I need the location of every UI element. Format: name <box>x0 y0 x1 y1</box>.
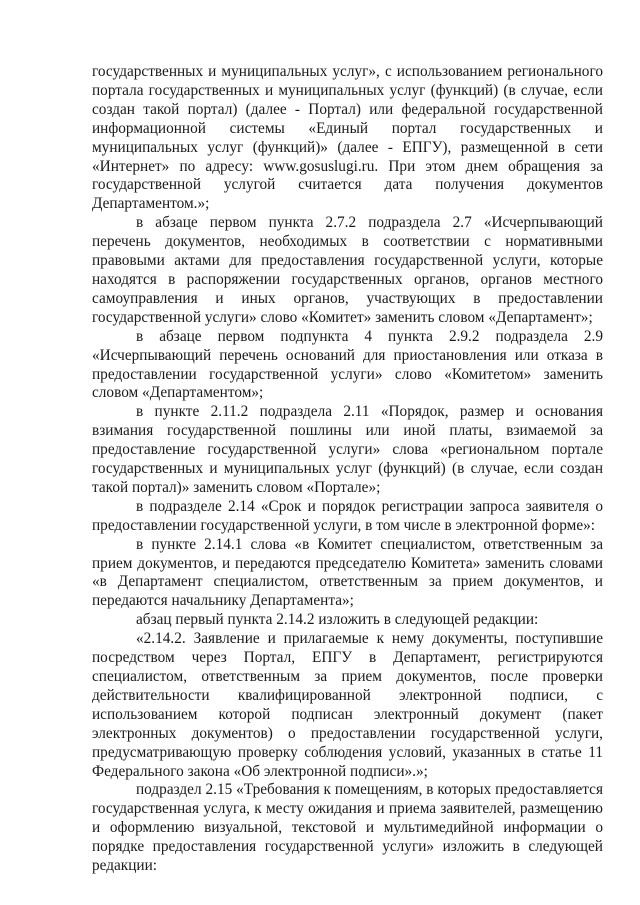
paragraph-item-2-14-1: в пункте 2.14.1 слова «в Комитет специалистом, ответственным за прием документов, и передаются председателю Комитета» заменить словами «в Департамент специалистом, ответственным за прием документов, и передаются начальнику Департамента»; <box>92 535 603 610</box>
document-body <box>92 63 603 876</box>
paragraph-item-2-7-2: в абзаце первом пункта 2.7.2 подраздела 2.7 «Исчерпывающий перечень документов, необходимых в соответствии с нормативными правовыми актами для предоставления государственной услуги, которые находятся в распоряжении государственных органов, органов местного самоуправления и иных органов, участвующих в предоставлении государственной услуги» слово «Комитет» заменить словом «Департамент»; <box>92 214 603 326</box>
paragraph-item-2-9-2: в абзаце первом подпункта 4 пункта 2.9.2 подраздела 2.9 «Исчерпывающий перечень оснований для приостановления или отказа в предоставлении государственной услуги» слово «Комитетом» заменить словом «Департаментом»; <box>92 327 603 402</box>
paragraph-subsection-2-15: подраздел 2.15 «Требования к помещениям, в которых предоставляется государственная услуга, к месту ожидания и приема заявителей, размещению и оформлению визуальной, текстовой и мультимедийной информации о порядке предоставления государственной услуги» изложить в следующей редакции: <box>92 781 603 875</box>
paragraph-subsection-2-14: в подразделе 2.14 «Срок и порядок регистрации запроса заявителя о предоставлении государственной услуги, в том числе в электронной форме»: <box>92 497 603 534</box>
paragraph-item-2-14-2-text: «2.14.2. Заявление и прилагаемые к нему документы, поступившие посредством через Портал, ЕПГУ в Департамент, регистрируются специалистом, ответственным за прием документов, после проверки действительности квалифицированной электронной подписи, с использованием которой подписан электронный документ (пакет электронных документов) о предоставлении государственной услуги, предусматривающую проверку соблюдения условий, указанных в статье 11 Федерального закона «Об электронной подписи».»; <box>92 630 603 780</box>
paragraph-item-2-11-2: в пункте 2.11.2 подраздела 2.11 «Порядок, размер и основания взимания государственной пошлины или иной платы, взимаемой за предоставление государственной услуги» слова «региональном портале государственных и муниципальных услуг (функций) (в случае, если создан такой портал)» заменить словом «Портале»; <box>92 403 603 496</box>
paragraph-item-2-14-2-intro: абзац первый пункта 2.14.2 изложить в следующей редакции: <box>136 611 539 629</box>
paragraph-continuation: государственных и муниципальных услуг», с использованием регионального портала государственных и муниципальных услуг (функций) (в случае, если создан такой портал) (далее - Портал) или федеральной государственной информационной системы «Единый портал государственных и муниципальных услуг (функций)» (далее - ЕПГУ), размещенной в сети «Интернет» по адресу: www.gosuslugi.ru. При этом днем обращения за государственной услугой считается дата получения документов Департаментом.»; <box>92 63 603 213</box>
